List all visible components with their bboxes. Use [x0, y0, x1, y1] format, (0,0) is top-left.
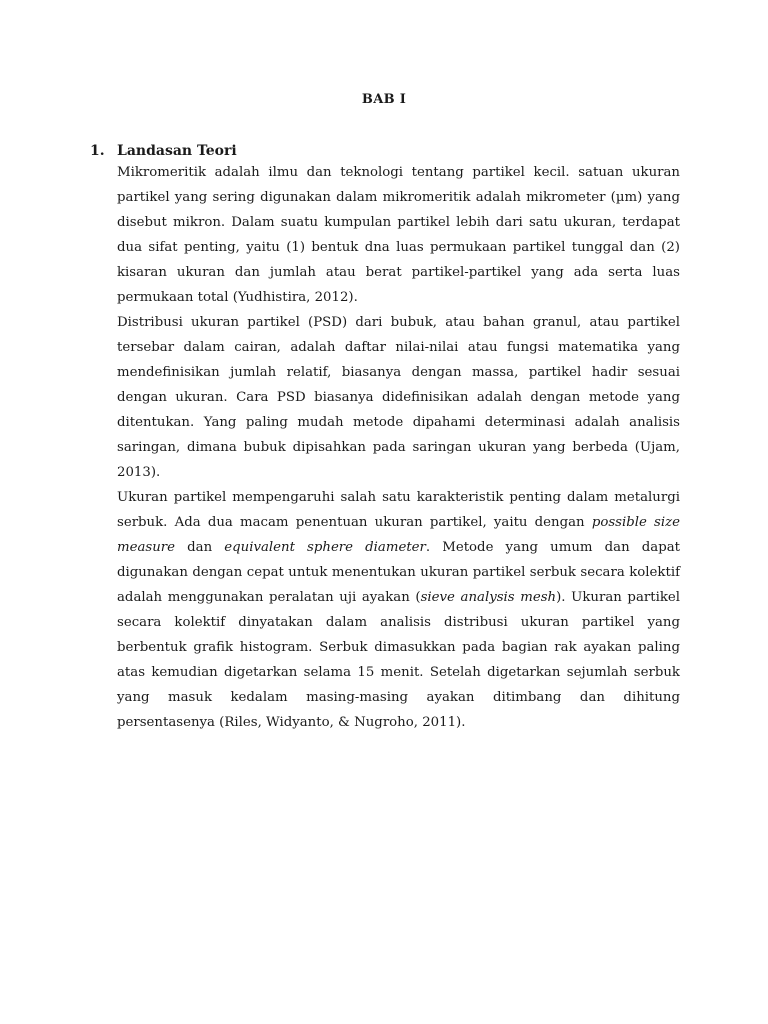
paragraph-mikromeritik: Mikromeritik adalah ilmu dan teknologi tentang partikel kecil. satuan ukuran partikel yang sering digunakan dalam mikromeritik adalah mikrometer (µm) yang disebut mikron. Dalam suatu kumpulan partikel lebih dari satu ukuran, terdapat dua sifat penting, yaitu (1) bentuk dna luas permukaan partikel tunggal dan (2) kisaran ukuran dan jumlah atau berat partikel-partikel yang ada serta luas permukaan total (Yudhistira, 2012).: [117, 165, 680, 305]
chapter-title: BAB I: [361, 92, 407, 107]
section-number: 1.: [90, 143, 105, 159]
paragraph-text-run: Ukuran partikel mempengaruhi salah satu karakteristik penting dalam metalurgi serbuk. Ada dua macam penentuan ukuran partikel, yaitu dengan: [117, 490, 680, 530]
paragraph-text-run: . Metode yang umum dan dapat digunakan dengan cepat untuk menentukan ukuran partikel serbuk secara kolektif adalah menggunakan peralatan uji ayakan (: [117, 540, 680, 605]
italic-term-equivalent-sphere-diameter: equivalent sphere diameter: [224, 540, 426, 555]
section-title: Landasan Teori: [117, 143, 237, 159]
paragraph-ukuran-partikel: [117, 485, 680, 735]
section-heading: [90, 142, 680, 160]
section-body: [117, 160, 680, 735]
paragraph-distribusi-ukuran: Distribusi ukuran partikel (PSD) dari bubuk, atau bahan granul, atau partikel tersebar dalam cairan, adalah daftar nilai-nilai atau fungsi matematika yang mendefinisikan jumlah relatif, biasanya dengan massa, partikel hadir sesuai dengan ukuran. Cara PSD biasanya didefinisikan adalah dengan metode yang ditentukan. Yang paling mudah metode dipahami determinasi adalah analisis saringan, dimana bubuk dipisahkan pada saringan ukuran yang berbeda (Ujam, 2013).: [117, 315, 680, 480]
paragraph-text-run: dan: [175, 540, 225, 555]
italic-term-sieve-analysis-mesh: sieve analysis mesh: [420, 590, 557, 605]
paragraph-text-run: ). Ukuran partikel secara kolektif dinyatakan dalam analisis distribusi ukuran partikel yang berbentuk grafik histogram. Serbuk dimasukkan pada bagian rak ayakan paling atas kemudian digetarkan selama 15 menit. Setelah digetarkan sejumlah serbuk yang masuk kedalam masing-masing ayakan ditimbang dan dihitung persentasenya (Riles, Widyanto, & Nugroho, 2011).: [117, 590, 681, 730]
italic-term-possible-size-measure: possible size measure: [117, 515, 681, 555]
section-landasan-teori: [90, 142, 680, 735]
